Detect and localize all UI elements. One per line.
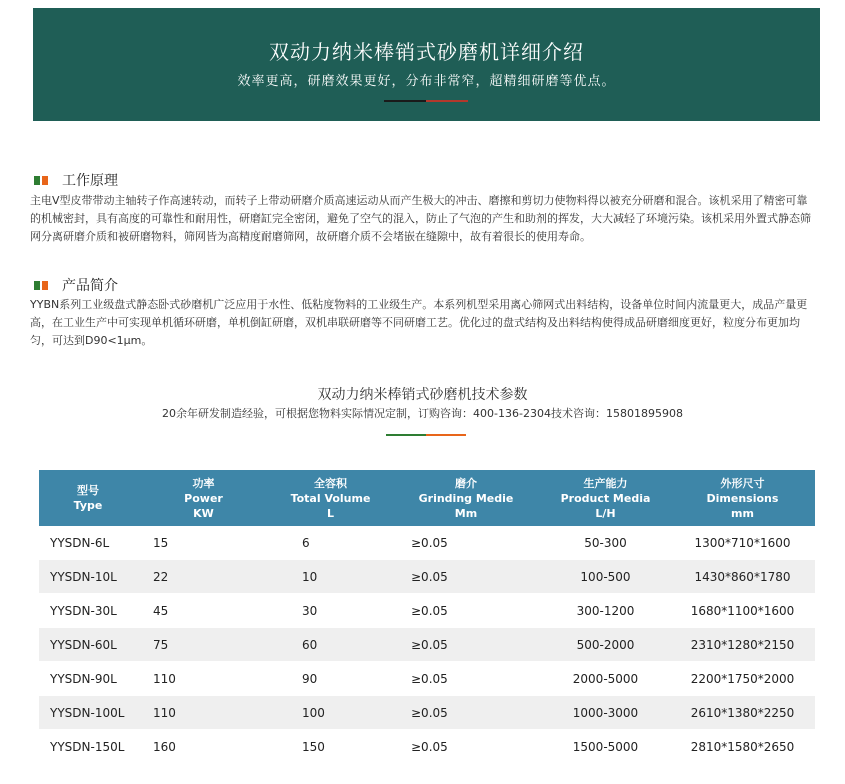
cell-dimensions: 2310*1280*2150 — [670, 628, 815, 662]
cell-media: ≥0.05 — [391, 560, 541, 594]
header-dimensions: 外形尺寸 Dimensions mm — [706, 476, 779, 520]
cell-power: 15 — [137, 526, 270, 560]
cell-capacity: 2000-5000 — [541, 662, 670, 696]
cell-type: YYSDN-10L — [39, 560, 137, 594]
table-row — [39, 628, 815, 662]
cell-media: ≥0.05 — [391, 696, 541, 730]
cell-type: YYSDN-100L — [39, 696, 137, 730]
cell-type: YYSDN-6L — [39, 526, 137, 560]
banner-title: 双动力纳米棒销式砂磨机详细介绍 — [269, 40, 584, 64]
table-header-row — [39, 470, 815, 526]
cell-power: 22 — [137, 560, 270, 594]
cell-volume: 100 — [270, 696, 391, 730]
table-row — [39, 594, 815, 628]
cell-type: YYSDN-150L — [39, 730, 137, 764]
section-heading-product-intro — [34, 275, 118, 295]
header-type: 型号 Type — [73, 484, 103, 512]
cell-capacity: 1500-5000 — [541, 730, 670, 764]
section-title: 工作原理 — [62, 173, 118, 189]
cell-type: YYSDN-30L — [39, 594, 137, 628]
header-power: 功率 Power KW — [184, 476, 223, 520]
orange-square-icon — [42, 176, 48, 185]
cell-capacity: 1000-3000 — [541, 696, 670, 730]
cell-type: YYSDN-60L — [39, 628, 137, 662]
section-title: 产品简介 — [62, 278, 118, 294]
banner-divider-dark — [384, 100, 426, 102]
header-grinding-media: 磨介 Grinding Medie Mm — [418, 476, 514, 520]
cell-dimensions: 1430*860*1780 — [670, 560, 815, 594]
orange-square-icon — [42, 281, 48, 290]
green-square-icon — [34, 281, 40, 290]
cell-capacity: 50-300 — [541, 526, 670, 560]
table-row — [39, 662, 815, 696]
cell-volume: 30 — [270, 594, 391, 628]
green-square-icon — [34, 176, 40, 185]
table-row — [39, 730, 815, 764]
cell-dimensions: 2610*1380*2250 — [670, 696, 815, 730]
cell-power: 110 — [137, 696, 270, 730]
cell-power: 75 — [137, 628, 270, 662]
table-row — [39, 560, 815, 594]
table-row — [39, 696, 815, 730]
table-divider-green — [386, 434, 426, 436]
cell-dimensions: 2200*1750*2000 — [670, 662, 815, 696]
cell-volume: 10 — [270, 560, 391, 594]
table-divider-orange — [426, 434, 466, 436]
cell-dimensions: 2810*1580*2650 — [670, 730, 815, 764]
cell-media: ≥0.05 — [391, 594, 541, 628]
cell-dimensions: 1680*1100*1600 — [670, 594, 815, 628]
spec-table — [39, 470, 815, 764]
banner-divider-red — [426, 100, 468, 102]
header-capacity: 生产能力 Product Media L/H — [560, 476, 651, 520]
product-intro-text: YYBN系列工业级盘式静态卧式砂磨机广泛应用于水性、低粘度物料的工业级生产。本系列机型采用离心筛网式出料结构，设备单位时间内流量更大，成品产量更高，在工业生产中可实现单机循环研磨，单机倒缸研磨，双机串联研磨等不同研磨工艺。优化过的盘式结构及出料结构使得成品研磨细度更好，粒度分布更加均匀，可达到D90<1μm。 — [30, 298, 808, 347]
section-heading-working-principle — [34, 170, 118, 190]
cell-volume: 60 — [270, 628, 391, 662]
hero-banner — [33, 8, 820, 121]
cell-media: ≥0.05 — [391, 730, 541, 764]
cell-media: ≥0.05 — [391, 628, 541, 662]
cell-media: ≥0.05 — [391, 662, 541, 696]
cell-capacity: 100-500 — [541, 560, 670, 594]
cell-capacity: 500-2000 — [541, 628, 670, 662]
table-row — [39, 526, 815, 560]
cell-volume: 90 — [270, 662, 391, 696]
cell-power: 45 — [137, 594, 270, 628]
cell-type: YYSDN-90L — [39, 662, 137, 696]
cell-dimensions: 1300*710*1600 — [670, 526, 815, 560]
cell-media: ≥0.05 — [391, 526, 541, 560]
cell-volume: 150 — [270, 730, 391, 764]
cell-power: 110 — [137, 662, 270, 696]
header-total-volume: 全容积 Total Volume L — [290, 476, 371, 520]
cell-volume: 6 — [270, 526, 391, 560]
cell-capacity: 300-1200 — [541, 594, 670, 628]
table-title: 双动力纳米棒销式砂磨机技术参数 — [317, 387, 528, 403]
cell-power: 160 — [137, 730, 270, 764]
banner-subtitle: 效率更高，研磨效果更好，分布非常窄，超精细研磨等优点。 — [237, 74, 616, 89]
working-principle-text: 主电V型皮带带动主轴转子作高速转动，而转子上带动研磨介质高速运动从而产生极大的冲击、磨擦和剪切力使物料得以被充分研磨和混合。该机采用了精密可靠的机械密封，具有高度的可靠性和耐用性，研磨缸完全密闭，避免了空气的混入，防止了气泡的产生和助剂的挥发，大大减轻了环境污染。该机采用外置式静态筛网分离研磨介质和被研磨物料，筛网皆为高精度耐磨筛网，故研磨介质不会堵嵌在缝隙中，故有着很长的使用寿命。 — [30, 194, 811, 243]
table-subtitle: 20余年研发制造经验，可根据您物料实际情况定制，订购咨询：400-136-2304技术咨询：15801895908 — [162, 407, 683, 420]
